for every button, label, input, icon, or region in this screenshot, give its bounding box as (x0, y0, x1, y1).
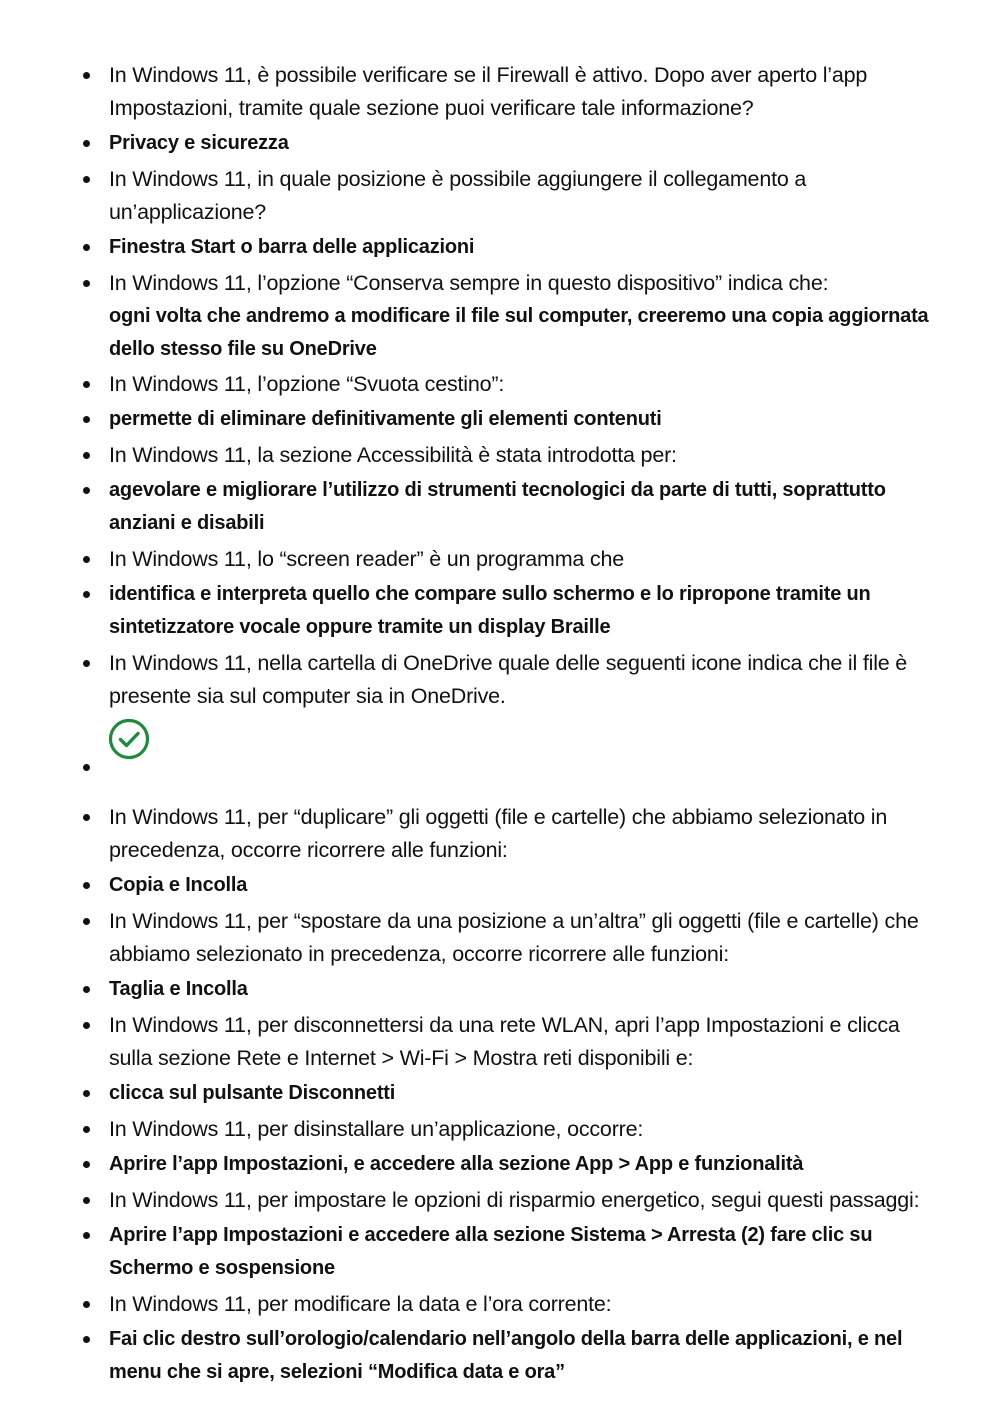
answer-text: Copia e Incolla (109, 874, 248, 896)
answer-text: Fai clic destro sull’orologio/calendario nell’angolo della barra delle applicazioni, e nel menu che si apre, selezioni “Modifica data e ora” (109, 1328, 903, 1383)
question-item (0, 800, 1000, 868)
question-item (0, 1287, 1000, 1322)
answer-text: identifica e interpreta quello che compare sullo schermo e lo ripropone tramite un sintetizzatore vocale oppure tramite un display Braille (109, 583, 871, 638)
question-text: In Windows 11, l’opzione “Svuota cestino”: (109, 372, 505, 396)
answer-text: Finestra Start o barra delle applicazioni (109, 236, 475, 258)
answer-item (0, 1076, 1000, 1112)
green-checkmark-circle-icon (108, 718, 150, 760)
question-text: In Windows 11, per modificare la data e l’ora corrente: (109, 1292, 612, 1316)
question-text: In Windows 11, lo “screen reader” è un programma che (109, 547, 624, 571)
question-text: In Windows 11, nella cartella di OneDrive quale delle seguenti icone indica che il file è presente sia sul computer sia in OneDrive. (109, 651, 908, 708)
question-item (0, 58, 1000, 126)
question-text: In Windows 11, per “duplicare” gli oggetti (file e cartelle) che abbiamo selezionato in precedenza, occorre ricorrere alle funzioni: (109, 805, 888, 862)
answer-text: Aprire l’app Impostazioni, e accedere alla sezione App > App e funzionalità (109, 1153, 804, 1175)
answer-item (0, 126, 1000, 162)
answer-item (0, 473, 1000, 542)
answer-continuation-text: ogni volta che andremo a modificare il file sul computer, creeremo una copia aggiornata dello stesso file su OneDrive (109, 305, 929, 360)
question-item (0, 542, 1000, 577)
question-text: In Windows 11, in quale posizione è possibile aggiungere il collegamento a un’applicazione? (109, 167, 807, 224)
question-text: In Windows 11, l’opzione “Conserva sempre in questo dispositivo” indica che: (109, 271, 829, 295)
question-item (0, 646, 1000, 714)
question-item (0, 367, 1000, 402)
answer-item (0, 1218, 1000, 1287)
question-text: In Windows 11, la sezione Accessibilità è stata introdotta per: (109, 443, 677, 467)
question-text: In Windows 11, è possibile verificare se il Firewall è attivo. Dopo aver aperto l’app Impostazioni, tramite quale sezione puoi verificare tale informazione? (109, 63, 868, 120)
question-item (0, 1183, 1000, 1218)
qa-list (0, 58, 1000, 1391)
answer-text: agevolare e migliorare l’utilizzo di strumenti tecnologici da parte di tutti, soprattutto anziani e disabili (109, 479, 886, 534)
answer-text: Aprire l’app Impostazioni e accedere alla sezione Sistema > Arresta (2) fare clic su Schermo e sospensione (109, 1224, 873, 1279)
question-item (0, 1112, 1000, 1147)
question-text: In Windows 11, per disinstallare un’applicazione, occorre: (109, 1117, 644, 1141)
answer-item (0, 868, 1000, 904)
question-item (0, 162, 1000, 230)
answer-item (0, 1147, 1000, 1183)
question-text: In Windows 11, per impostare le opzioni di risparmio energetico, segui questi passaggi: (109, 1188, 920, 1212)
answer-text: Taglia e Incolla (109, 978, 248, 1000)
answer-text: clicca sul pulsante Disconnetti (109, 1082, 396, 1104)
question-text: In Windows 11, per “spostare da una posizione a un’altra” gli oggetti (file e cartelle) che abbiamo selezionato in precedenza, occorre ricorrere alle funzioni: (109, 909, 919, 966)
answer-item (0, 230, 1000, 266)
answer-icon-item (0, 714, 1000, 800)
answer-text: permette di eliminare definitivamente gli elementi contenuti (109, 408, 662, 430)
question-item (0, 438, 1000, 473)
answer-item (0, 972, 1000, 1008)
answer-item (0, 402, 1000, 438)
answer-item (0, 1322, 1000, 1391)
answer-text: Privacy e sicurezza (109, 132, 289, 154)
question-item (0, 266, 1000, 367)
answer-item (0, 577, 1000, 646)
question-item (0, 904, 1000, 972)
question-text: In Windows 11, per disconnettersi da una rete WLAN, apri l’app Impostazioni e clicca sulla sezione Rete e Internet > Wi-Fi > Mostra reti disponibili e: (109, 1013, 900, 1070)
question-item (0, 1008, 1000, 1076)
